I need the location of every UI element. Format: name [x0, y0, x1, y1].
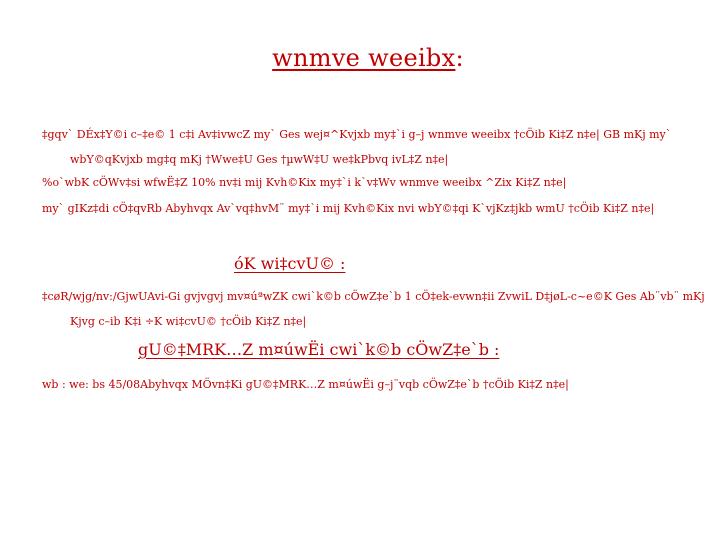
paragraph-interest-calculation: my` gIKz‡di cÖ‡qvRb Abyhvqx Av`vq‡hvM¨ my‡`i mij Kvh©Kix nvi wbY©‡qi K`vjKz‡jkb wmU †cÖib Ki‡Z n‡e| — [42, 202, 655, 215]
document-title-text: wnmve weeibx — [272, 44, 456, 72]
paragraph-interest-rate: %o`wbK cÖWv‡si wfwË‡Z 10% nv‡i mij Kvh©Kix my‡`i k`v‡Wv wnmve weeibx ^Zix Ki‡Z n‡e| — [42, 176, 567, 189]
section-heading-stock-report: óK wi‡cvU© : — [234, 254, 346, 273]
document-title-colon: : — [455, 44, 464, 72]
document-title — [8, 44, 720, 72]
section-heading-mortgaged-asset-report: gU©‡MRK…Z m¤úwËi cwi`k©b cÖwZ‡e`b : — [138, 340, 500, 359]
paragraph-stock-report: ‡cøR/wjg/nv:/GjwUAvi-Gi gvjvgvj mv¤úªwZK cwi`k©b cÖwZ‡e`b 1 cÖ‡ek-evwn‡ii ZvwiL D‡jøL-c~e©K Ges Ab¨vb¨ mKj Kjvg c–ib K‡i ÷K wi‡cvU© †cÖib Ki‡Z n‡e| — [42, 290, 705, 328]
paragraph-interest-balance: ‡gqv` DÉx‡Y©i c–‡e© 1 c‡i Av‡ivwcZ my` Ges wej¤^Kvjxb my‡`i g–j wnmve weeibx †cÖib Ki‡Z n‡e| GB mKj my` wbY©qKvjxb mg‡q mKj †Wwe‡U Ges †µwW‡U we‡kPbvq ivL‡Z n‡e| — [42, 128, 672, 166]
paragraph-mortgaged-asset-report: wb : we: bs 45/08Abyhvqx MÖvn‡Ki gU©‡MRK…Z m¤úwËi g–j¨vqb cÖwZ‡e`b †cÖib Ki‡Z n‡e| — [42, 378, 569, 391]
